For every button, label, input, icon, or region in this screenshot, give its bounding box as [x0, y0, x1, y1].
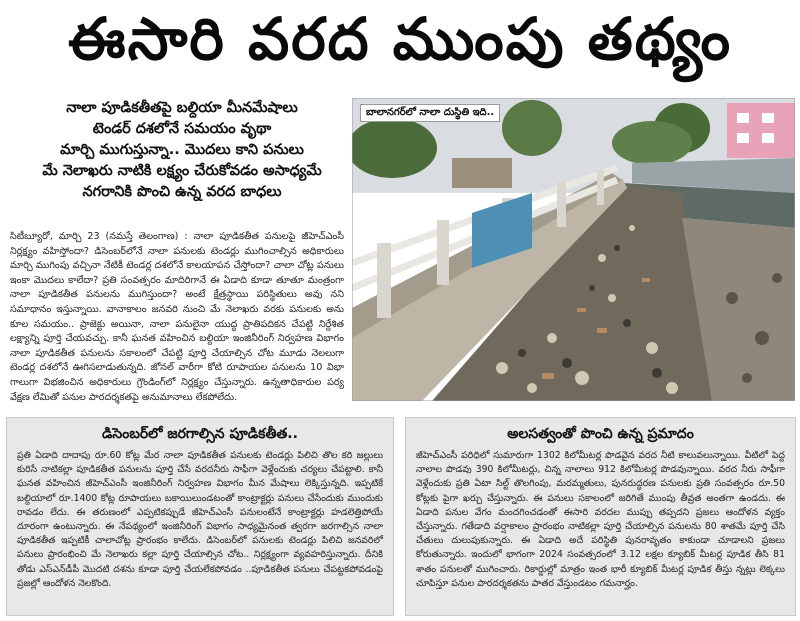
deck-line-1: నాలా పూడికతీతపై బల్దియా మీనమేషాలు	[66, 100, 298, 116]
headline: ఈసారి వరద ముంపు తథ్యం	[67, 4, 733, 73]
drain-photo-illustration	[352, 98, 795, 401]
sidebar-box-danger	[405, 417, 796, 616]
sub-headlines	[18, 98, 346, 203]
box-title-danger: అలసత్వంతో పొంచి ఉన్న ప్రమాదం	[507, 426, 694, 442]
deck-line-5: నగరానికి పొంచి ఉన్న వరద బాధలు	[82, 184, 282, 200]
news-photo	[352, 98, 795, 401]
deck-line-2: టెండర్ దశలోనే సమయం వృథా	[92, 121, 272, 137]
photo-caption: బాలానగర్‌లో నాలా దుస్థితి ఇది..	[360, 104, 500, 122]
box-title-december: డిసెంబర్‌లో జరగాల్సిన పూడికతీత..	[102, 426, 298, 442]
deck-line-4: మే నెలాఖరు నాటికి లక్ష్యం చేరుకోవడం అసాధ్యమే	[42, 163, 322, 179]
box-text-danger: జీహెచ్ఎంసీ పరిధిలో సుమారుగా 1302 కిలోమీటర్ల పొడవైన వరద నీటి కాలువలున్నాయి. వీటిలో పెద్ద నాలాల పొడవు 390 కిలోమీటర్లు, చిన్న నాలాలు 912 కిలోమీటర్ల పొడవున్నాయి. వరద నీరు సాఫీగా వెళ్లేందుకు ప్రతి ఏటా సిల్ట్ తొలగింపు, మరమ్మతులు, పునరుద్ధరణ పనులకు ప్రతి సంవత్సరం రూ.50 కోట్లకు పైగా ఖర్చు చేస్తున్నారు. ఈ పనులు సకాలంలో జరిగితే ముంపు తీవ్రత అంతగా ఉండదు. ఈ ఏడాది పనుల వేగం మందగించడంతో ఈసారి వరదల ముప్పు తప్పదని ప్రజలు ఆందోళన వ్యక్తం చేస్తున్నారు. గతేడాది వర్షాకాలం ప్రారంభం నాటికల్లా పూర్తి చేయాల్సిన పనులను 80 శాతమే పూర్తి చేసి చేతులు దులుపుకున్నారు. ఈ ఏడాది అదే పరిస్థితి పునరావృతం కాకుండా చూడాలని ప్రజలు కోరుతున్నారు. ఇందులో భాగంగా 2024 సంవత్సరంలో 3.12 లక్షల క్యూబిక్ మీటర్ల పూడిక తీసి 81 శాతం పనులతో ముగించారు. రికార్డుల్లో మాత్రం ఇంత భారీ క్యూబిక్ మీటర్ల పూడిక తీస్తు న్నట్లు లెక్కలు చూపిస్తూ పనుల పారదర్శకతను పాతర వేస్తుండటం గమనార్హం.	[416, 450, 785, 589]
box-text-december: ప్రతి ఏడాది దాదాపు రూ.60 కోట్ల మేర నాలా పూడికతీత పనులకు టెండర్లు పిలిచి తొల కరి జల్లులు కురిసే నాటికల్లా పూడికతీత పనులను పూర్తి చేసే వరదనీరు సాఫీగా వెళ్లేందుకు చర్యలు చేపట్టాలి. కానీ ఘనత వహించిన జీహెచ్ఎంసీ ఇంజినీరింగ్ నిర్వహణ విభాగం మీన మేషాలు లెక్కిస్తున్నది. ఇప్పటికే బల్దియాలో రూ.1400 కోట్ల రూపాయలు బకాయిలుండటంతో కాంట్రాక్టర్లు పనులు చేసేందుకు ముందుకు రావడం లేదు. ఈ తరుణంలో ఎప్పటికప్పుడే జీహెచ్ఎంసీ పనులంటేనే కాంట్రాక్టర్లు హడలెత్తిపోయే దూరంగా ఉంటున్నారు. ఈ నేపథ్యంలో ఇంజినీరింగ్ విభాగం సాధ్యమైనంత త్వరగా జరగాల్సిన నాలా పూడికతీత ఇప్పటికీ చాలాచోట్ల ప్రారంభం కాలేదు. డిసెంబర్‌లో పనులకు టెండర్లు పిలిచి జనవరిలో పనులు ప్రారంభించి మే నెలాఖరు కల్లా పూర్తి చేయాల్సిన చోట.. నిర్లక్ష్యంగా వ్యవహరిస్తున్నారు. దీనికి తోడు ఎస్ఎన్‌డీపీ మొదటి దశను కూడా పూర్తి చేయలేకపోవడం ..పూడికతీత పనులు చేపట్టకపోవడంపై ప్రజల్లో ఆందోళన నెలకొంది.	[17, 450, 383, 589]
deck-line-3: మార్చి ముగుస్తున్నా.. మొదలు కాని పనులు	[60, 142, 304, 158]
sidebar-box-december	[6, 417, 394, 616]
lead-article-text: సిటీబ్యూరో, మార్చి 23 (నమస్తే తెలంగాణ) : నాలా పూడికతీత పనులపై జీహెచ్ఎంసీ నిర్లక్ష్యం వహిస్తోందా? డిసెంబర్‌లోనే నాలా పనులకు టెండర్లు ముగించాల్సిన అధికారులు మార్చి ముగింపు వచ్చినా నేటికీ టెండర్ల దశలోనే కాలయాపన చేస్తోందా? చాలా చోట్ల పనులు ఇంకా మొదలు కాలేదా? ప్రతి సంవత్సరం మాదిరిగానే ఈ ఏడాది కూడా తూతూ మంత్రంగా నాలా పూడికతీత పనులను ముగిస్తుందా? అంటే క్షేత్రస్థాయి పరిస్థితులు అవు నని సమాధానం ఇస్తున్నాయి. వానాకాలం జనవరి నుంచి మే నెలాఖరు వరకు పనులకు అను కూల సమయం.. ప్రాజెక్టు అయినా, నాలా పనులైనా యుద్ధ ప్రాతిపదికన చేపట్టి నిర్దేశిత లక్ష్యాన్ని పూర్తి చేయవచ్చు. కానీ ఘనత వహించిన బల్దియా ఇంజినీరింగ్ నిర్వహణ విభాగం నాలా పూడికతీత పనులను సకాలంలో చేపట్టి పూర్తి చేయాల్సిన చోట మూడు నెలలుగా టెండర్ల దశలోనే ఊగిసలాడుతున్నది. జోనల్ వారీగా కోటి రూపాయల పనులను 10 విభా గాలుగా విభజించిన అధికారులు గ్రౌండింగ్‌లో నిర్లక్ష్యం చేస్తున్నారు. ఉన్నతాధికారుల పర్య వేక్షణ లేమితో పనుల పారదర్శకతపై అనుమానాలు లేకపోలేదు.	[10, 231, 344, 403]
